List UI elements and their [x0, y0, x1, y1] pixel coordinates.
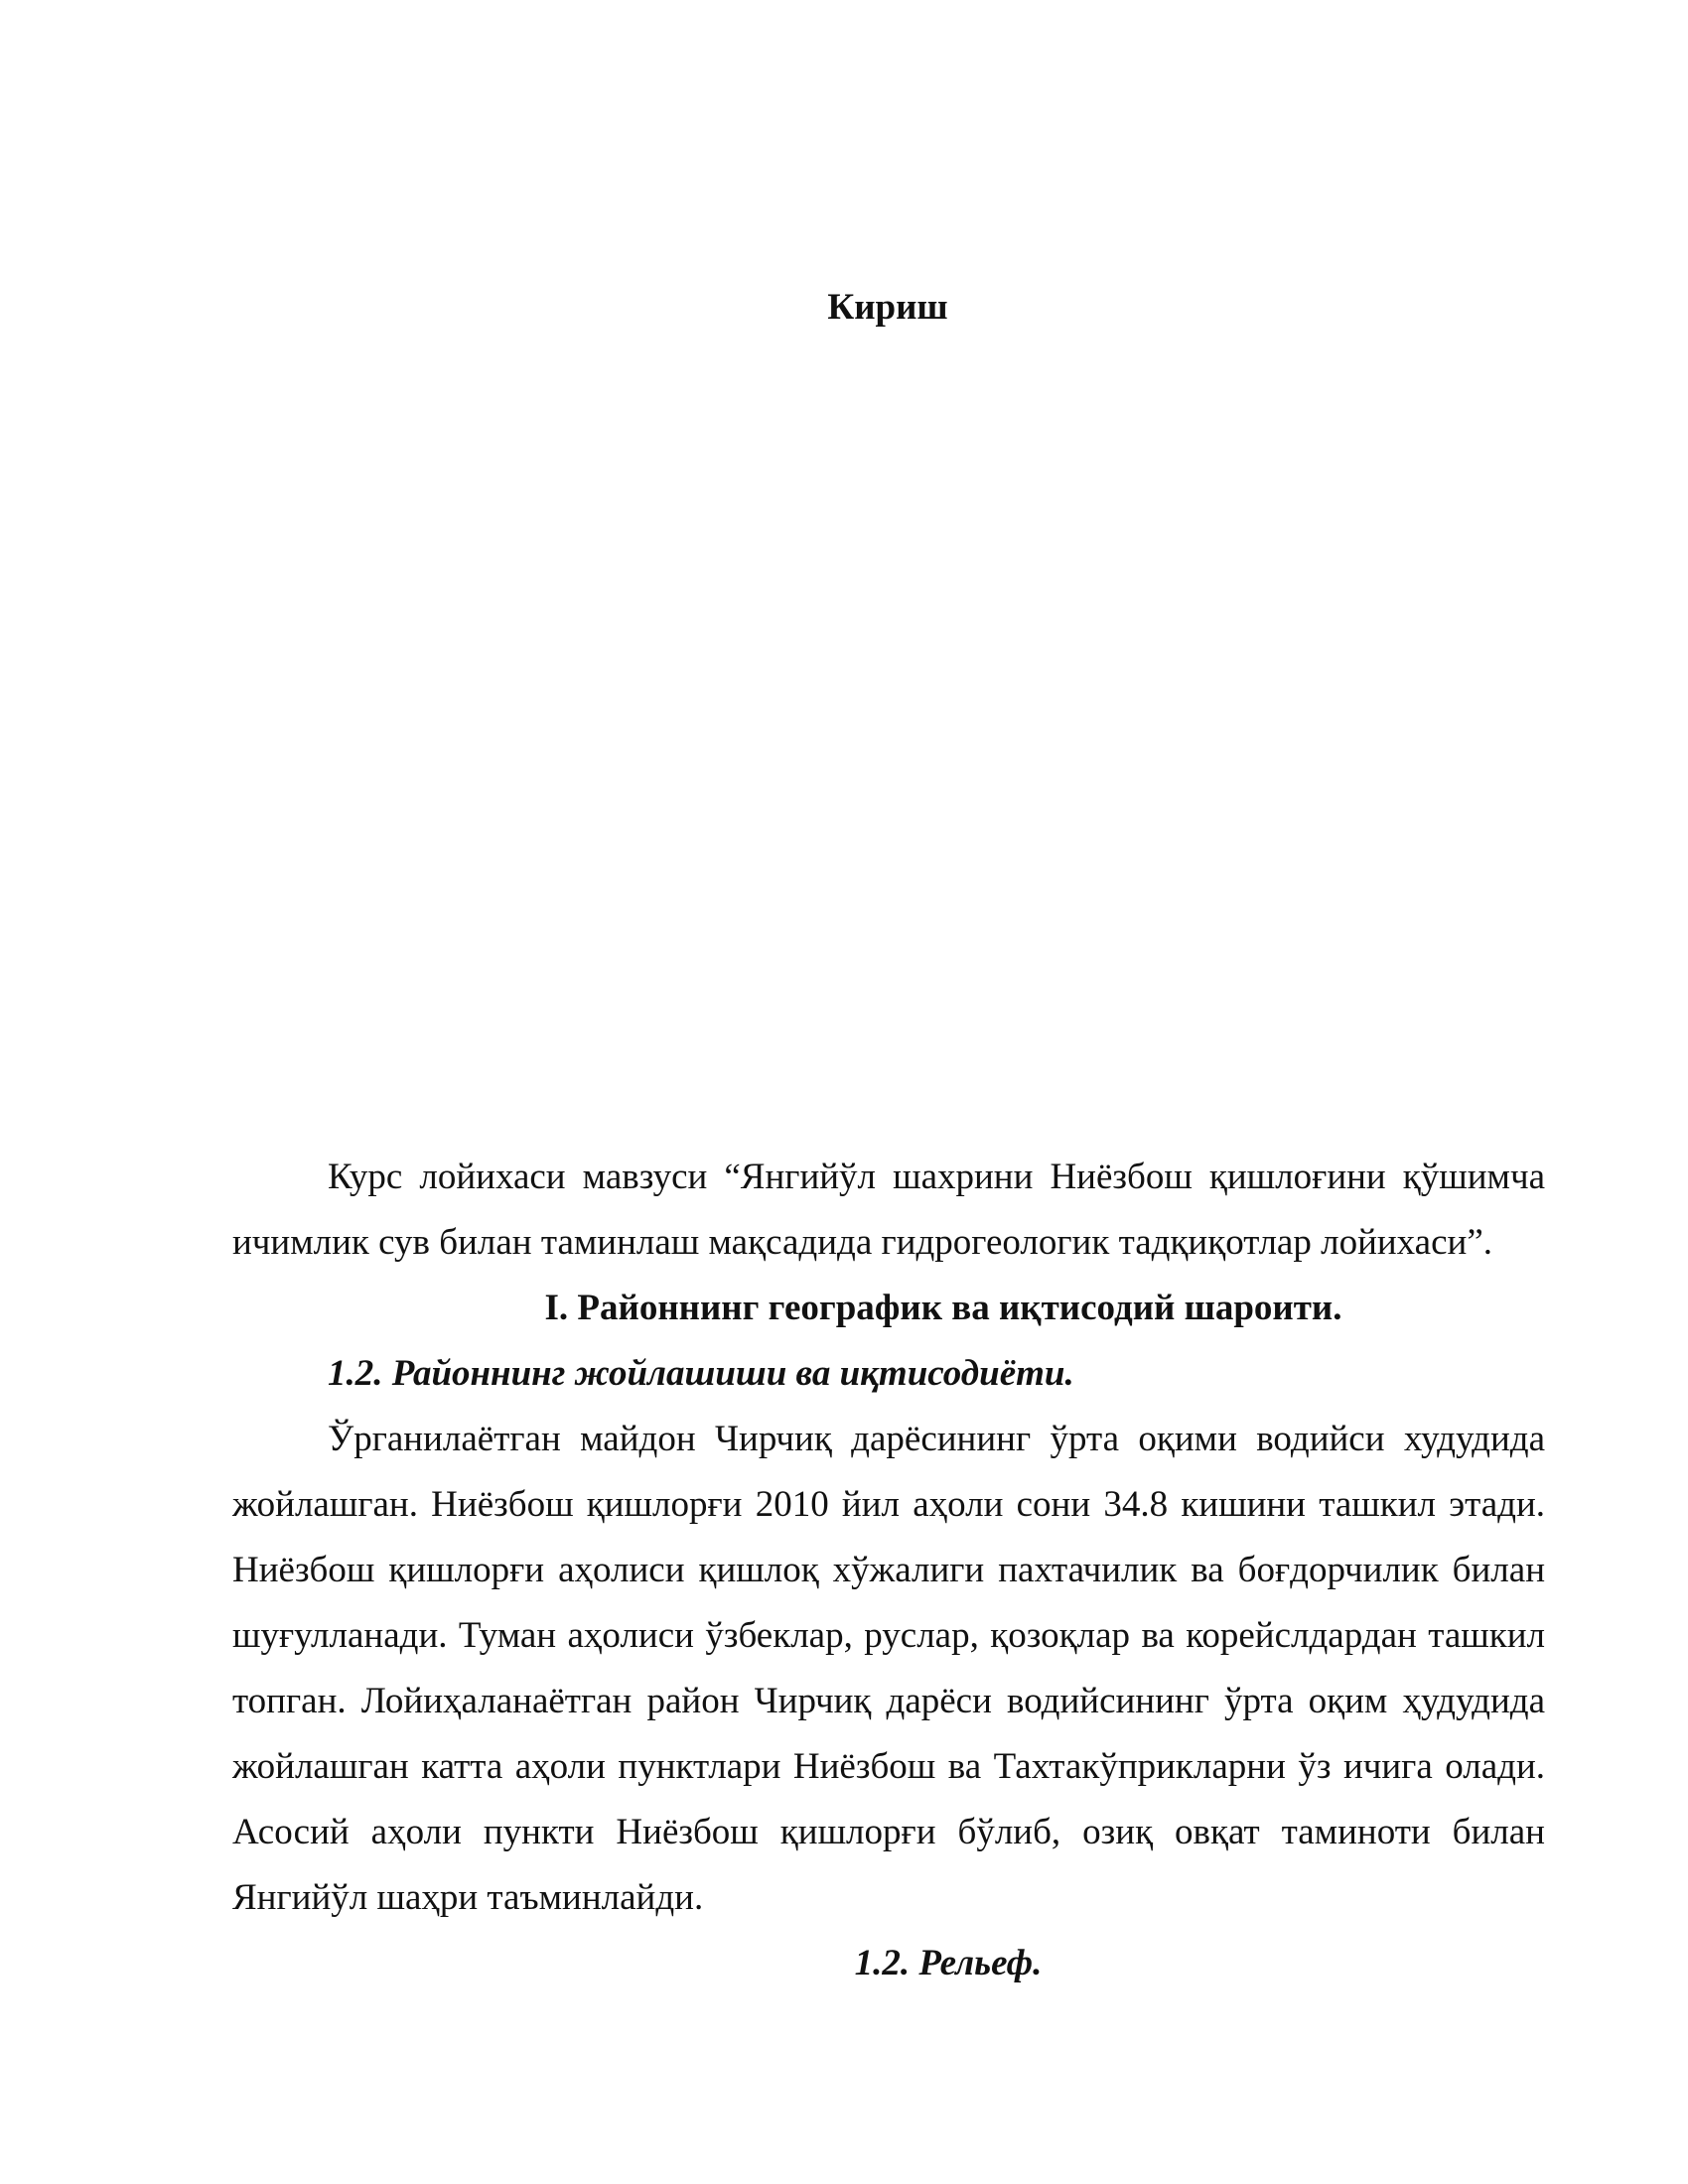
- document-body: [232, 1145, 1545, 1996]
- location-paragraph: Ўрганилаётган майдон Чирчиқ дарёсининг ўрта оқими водийси худудида жойлашган. Ниёзбош қишлорғи 2010 йил аҳоли сони 34.8 кишини ташкил этади. Ниёзбош қишлорғи аҳолиси қишлоқ хўжалиги пахтачилик ва боғдорчилик билан шуғулланади. Туман аҳолиси ўзбеклар, руслар, қозоқлар ва корейслдардан ташкил топган. Лойиҳаланаётган район Чирчиқ дарёси водийсининг ўрта оқим ҳудудида жойлашган катта аҳоли пунктлари Ниёзбош ва Тахтакўприкларни ўз ичига олади. Асосий аҳоли пункти Ниёзбош қишлорғи бўлиб, озиқ овқат таминоти билан Янгийўл шаҳри таъминлайди.: [232, 1419, 1545, 1918]
- intro-paragraph: Курс лойихаси мавзуси “Янгийўл шахрини Ниёзбош қишлоғини қўшимча ичимлик сув билан таминлаш мақсадида гидрогеологик тадқиқотлар лойихаси”.: [232, 1157, 1545, 1263]
- document-title: Кириш: [827, 287, 948, 328]
- relief-heading: 1.2. Рельеф.: [854, 1943, 1043, 1983]
- section-heading: I. Районнинг географик ва иқтисодий шароити.: [544, 1288, 1342, 1328]
- subsection-heading: 1.2. Районнинг жойлашиши ва иқтисодиёти.: [328, 1353, 1074, 1394]
